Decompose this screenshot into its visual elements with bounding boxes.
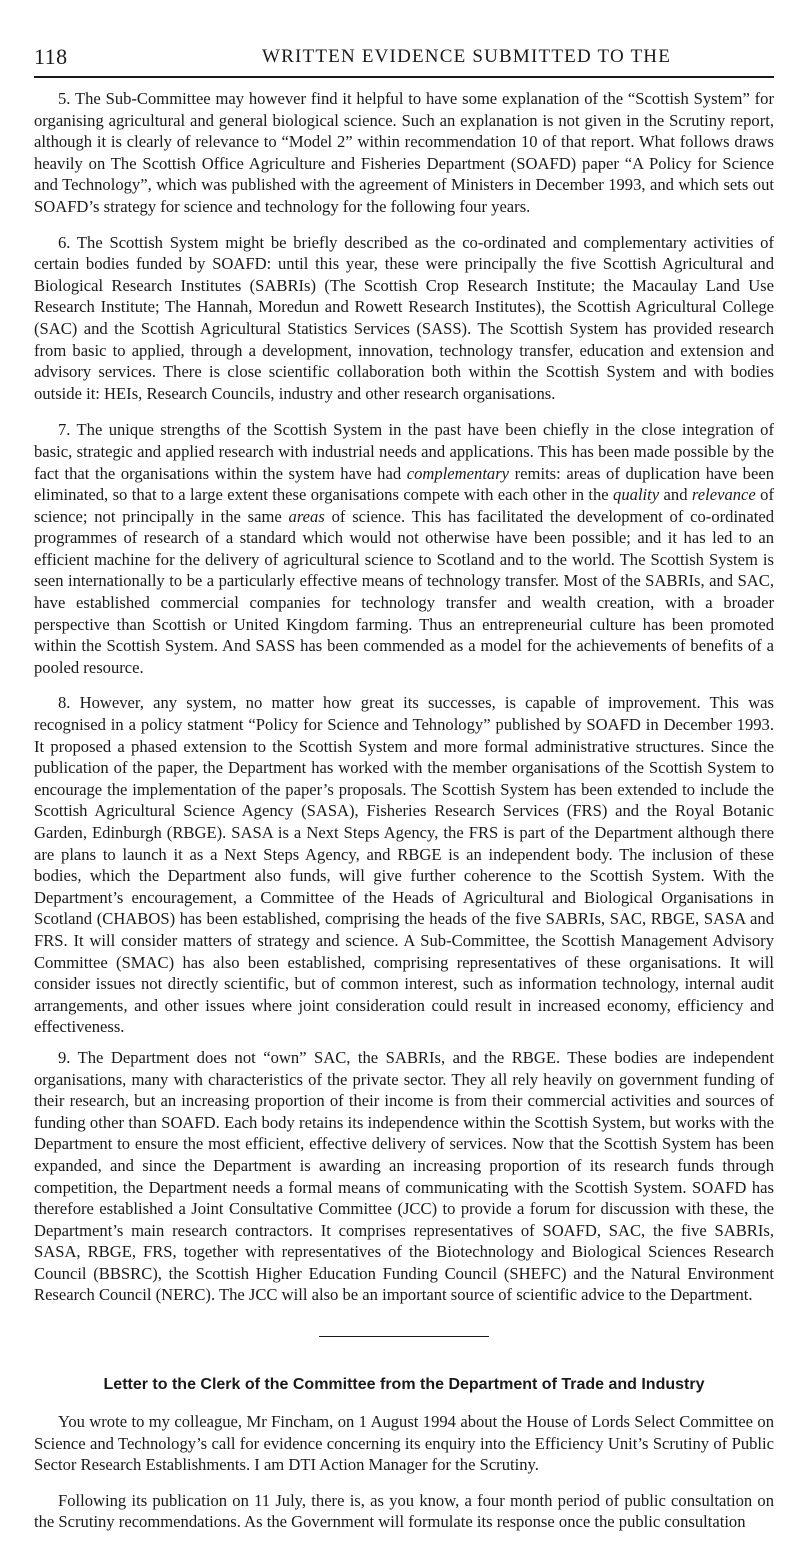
paragraph-7-emphasis-relevance: relevance [691,485,756,505]
page-number: 118 [34,44,68,69]
paragraph-6: 6. The Scottish System might be briefly described as the co-ordinated and complementary activities of certain bodies funded by SOAFD: until this year, these were principally the five Scottish Agricultural and Biological Research Institutes (SABRIs) (The Scottish Crop Research Institute; the Macaulay Land Use Research Institute; The Hannah, Moredun and Rowett Research Institutes), the Scottish Agricultural College (SAC) and the Scottish Agricultural Statistics Services (SASS). The Scottish System has provided research from basic to applied, through a development, innovation, technology transfer, education and extension and advisory services. There is close scientific collaboration both within the Scottish System and with bodies outside it: HEIs, Research Councils, industry and other research organisations. [34,232,774,403]
running-head: WRITTEN EVIDENCE SUBMITTED TO THE [262,46,672,67]
paragraph-7-emphasis-quality: quality [613,485,660,505]
paragraph-7-text-b: remits: areas of duplication have been eliminated, so that to a large extent these organisations compete with each other in the [34,463,774,505]
paragraph-8: 8. However, any system, no matter how great its successes, is capable of improvement. This was recognised in a policy statment “Policy for Science and Tehnology” published by SOAFD in December 1993. It proposed a phased extension to the Scottish System and more formal administrative structures. Since the publication of the paper, the Department has worked with the member organisations of the Scottish System to encourage the implementation of the paper’s proposals. The Scottish System has been extended to include the Scottish Agricultural Science Agency (SASA), Fisheries Research Services (FRS) and the Royal Botanic Garden, Edinburgh (RBGE). SASA is a Next Steps Agency, the FRS is part of the Department although there are plans to launch it as a Next Steps Agency, and RBGE is an independent body. The inclusion of these bodies, which the Department also funds, will give further coherence to the Scottish System. With the Department’s encouragement, a Committee of the Heads of Agricultural and Biological Organisations in Scotland (CHABOS) has been established, comprising the heads of the five SABRIs, SAC, RBGE, SASA and FRS. It will consider matters of strategy and science. A Sub-Committee, the Scottish Management Advisory Committee (SMAC) has also been established, comprising representatives of these organisations. It will consider issues not directly scientific, but of common interest, such as information technology, internal audit arrangements, and other issues where joint consideration could result in increased economy, efficiency and effectiveness. [34,693,774,1037]
paragraph-7-emphasis-areas: areas [288,506,325,526]
section-divider [319,1336,489,1337]
paragraph-7-text-e: of science. This has facilitated the development of co-ordinated programmes of research of a standard which would not otherwise have been possible; and it has led to an efficient machine for the delivery of agricultural science to Scotland and to the world. The Scottish System is seen internationally to be a particularly effective means of technology transfer. Most of the SABRIs, and SAC, have established commercial companies for technology transfer and wealth creation, with a broader perspective than Scottish or United Kingdom farming. Thus an entrepreneurial culture has been promoted within the Scottish System. And SASS has been commended as a model for the achievements of benefits of a pooled resource. [34,506,774,677]
paragraph-7 [34,419,774,678]
document-body [34,88,774,1547]
paragraph-7-text-c: and [659,485,692,505]
paragraph-7-text-a: 7. The unique strengths of the Scottish System in the past have been chiefly in the close integration of basic, strategic and applied research with industrial needs and applications. This has been made possible by the fact that the organisations within the system have had [34,420,774,483]
paragraph-7-text-d: of science; not principally in the same [34,485,774,526]
paragraph-9: 9. The Department does not “own” SAC, the SABRIs, and the RBGE. These bodies are independent organisations, many with characteristics of the private sector. They all rely heavily on government funding of their research, but an increasing proportion of their income is from their commercial activities and sources of funding other than SOAFD. Each body retains its independence within the Scottish System, but works with the Department to ensure the most efficient, effective delivery of services. Now that the Scottish System has been expanded, and since the Department is awarding an increasing proportion of its research funds through competition, the Department needs a formal means of communicating with the Scottish System. SOAFD has therefore established a Joint Consultative Committee (JCC) to provide a forum for discussion with these, the Department’s main research contractors. It comprises representatives of SOAFD, SAC, the five SABRIs, SASA, RBGE, FRS, together with representatives of the Biotechnology and Biological Sciences Research Council (BBSRC), the Scottish Higher Education Funding Council (SHEFC) and the Natural Environment Research Council (NERC). The JCC will also be an important source of scientific advice to the Department. [34,1047,774,1305]
header-rule [34,76,774,78]
paragraph-5: 5. The Sub-Committee may however find it helpful to have some explanation of the “Scottish System” for organising agricultural and general biological science. Such an explanation is not given in the Scrutiny report, although it is clearly of relevance to “Model 2” within recommendation 10 of that report. What follows draws heavily on The Scottish Office Agriculture and Fisheries Department (SOAFD) paper “A Policy for Science and Technology”, which was published with the agreement of Ministers in December 1993, and which sets out SOAFD’s strategy for science and technology for the following four years. [34,89,774,216]
page-header [34,44,774,72]
letter-paragraph-2: Following its publication on 11 July, there is, as you know, a four month period of public consultation on the Scrutiny recommendations. As the Government will formulate its response once the public consultation [34,1490,774,1532]
paragraph-7-emphasis-complementary: complementary [406,463,510,483]
letter-heading: Letter to the Clerk of the Committee from the Department of Trade and Industry [103,1376,705,1394]
letter-paragraph-1: You wrote to my colleague, Mr Fincham, on 1 August 1994 about the House of Lords Select Committee on Science and Technology’s call for evidence concerning its enquiry into the Efficiency Unit’s Scrutiny of Public Sector Research Establishments. I am DTI Action Manager for the Scrutiny. [34,1412,774,1475]
